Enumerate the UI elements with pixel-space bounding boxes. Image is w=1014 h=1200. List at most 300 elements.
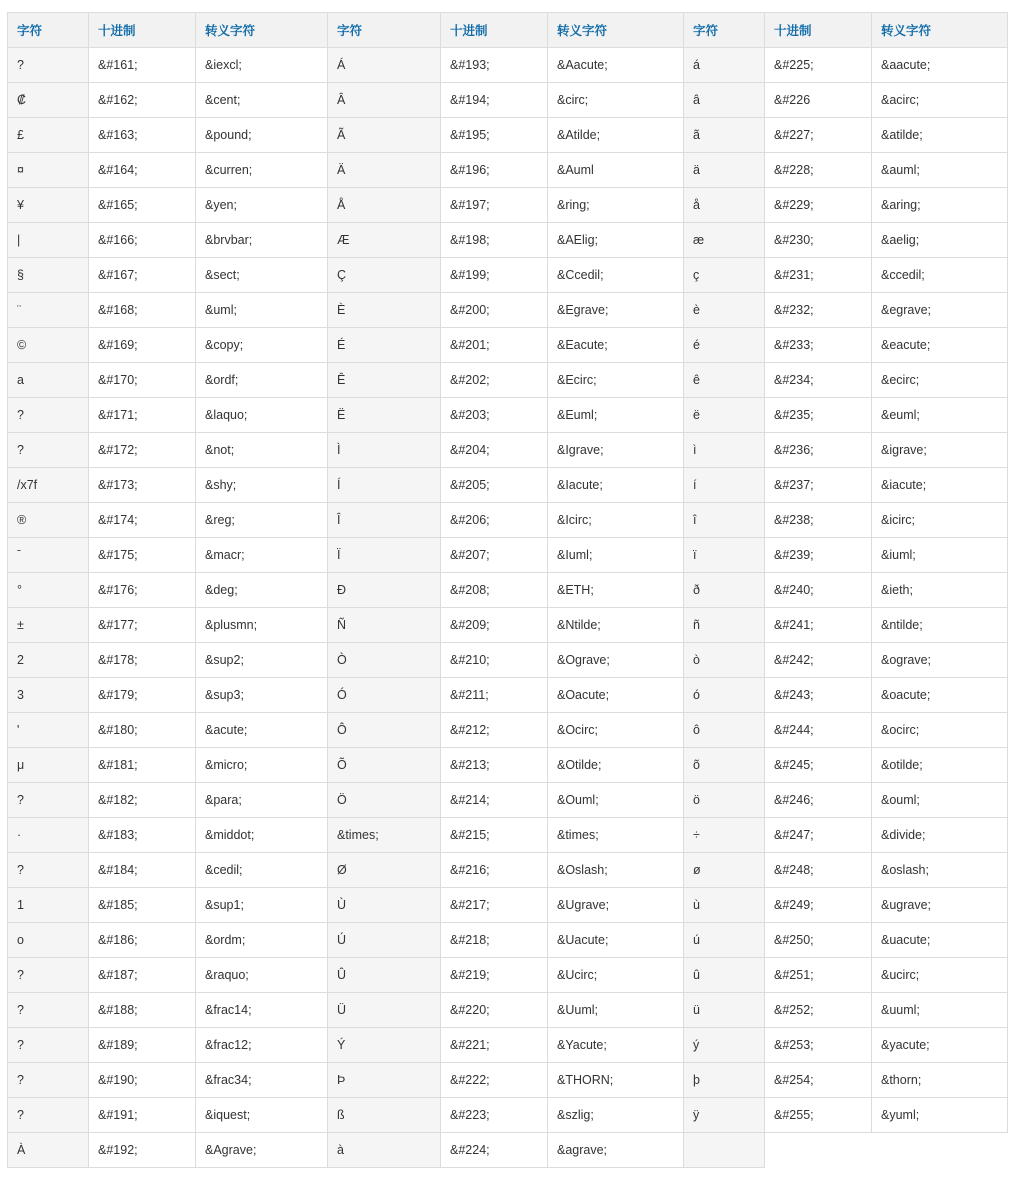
cell-entity: &Ograve; [548, 643, 684, 678]
cell-decimal: &#165; [89, 188, 196, 223]
cell-entity: &copy; [196, 328, 328, 363]
cell-decimal: &#190; [89, 1063, 196, 1098]
cell-entity [872, 1133, 1008, 1168]
cell-entity: &Euml; [548, 398, 684, 433]
cell-character: á [684, 48, 765, 83]
cell-character: Á [328, 48, 441, 83]
cell-decimal: &#224; [441, 1133, 548, 1168]
cell-decimal: &#241; [765, 608, 872, 643]
cell-entity: &Igrave; [548, 433, 684, 468]
cell-character: Û [328, 958, 441, 993]
cell-decimal: &#207; [441, 538, 548, 573]
cell-entity: &ccedil; [872, 258, 1008, 293]
cell-character: · [8, 818, 89, 853]
cell-decimal: &#161; [89, 48, 196, 83]
table-row [8, 853, 1008, 888]
cell-decimal: &#171; [89, 398, 196, 433]
cell-entity: &para; [196, 783, 328, 818]
cell-entity: &aelig; [872, 223, 1008, 258]
cell-entity: &iuml; [872, 538, 1008, 573]
table-row [8, 573, 1008, 608]
cell-decimal: &#196; [441, 153, 548, 188]
cell-decimal: &#242; [765, 643, 872, 678]
cell-character: Ë [328, 398, 441, 433]
cell-entity: &Uuml; [548, 993, 684, 1028]
cell-decimal: &#178; [89, 643, 196, 678]
table-row [8, 328, 1008, 363]
cell-decimal: &#223; [441, 1098, 548, 1133]
cell-character: ? [8, 993, 89, 1028]
cell-decimal: &#192; [89, 1133, 196, 1168]
cell-character: Ô [328, 713, 441, 748]
cell-decimal: &#231; [765, 258, 872, 293]
cell-character: Ó [328, 678, 441, 713]
cell-decimal: &#164; [89, 153, 196, 188]
cell-entity: &acute; [196, 713, 328, 748]
cell-character: ? [8, 958, 89, 993]
cell-character: ₡ [8, 83, 89, 118]
cell-decimal: &#233; [765, 328, 872, 363]
cell-entity: &curren; [196, 153, 328, 188]
cell-decimal: &#211; [441, 678, 548, 713]
cell-entity: &Oslash; [548, 853, 684, 888]
cell-character: a [8, 363, 89, 398]
cell-decimal: &#167; [89, 258, 196, 293]
cell-character: ñ [684, 608, 765, 643]
table-row [8, 818, 1008, 853]
cell-character: ¥ [8, 188, 89, 223]
cell-character: Ö [328, 783, 441, 818]
cell-entity: &Otilde; [548, 748, 684, 783]
cell-decimal: &#217; [441, 888, 548, 923]
cell-character: 1 [8, 888, 89, 923]
cell-character: ? [8, 853, 89, 888]
cell-decimal: &#243; [765, 678, 872, 713]
cell-character: μ [8, 748, 89, 783]
cell-decimal: &#195; [441, 118, 548, 153]
cell-decimal: &#227; [765, 118, 872, 153]
cell-decimal: &#205; [441, 468, 548, 503]
cell-character: è [684, 293, 765, 328]
table-row [8, 713, 1008, 748]
entity-table-container [7, 12, 1007, 1168]
cell-decimal: &#212; [441, 713, 548, 748]
cell-entity: &Iacute; [548, 468, 684, 503]
cell-decimal: &#235; [765, 398, 872, 433]
cell-entity: &auml; [872, 153, 1008, 188]
cell-character: ± [8, 608, 89, 643]
table-header-row [8, 13, 1008, 48]
cell-entity: &oslash; [872, 853, 1008, 888]
cell-decimal: &#197; [441, 188, 548, 223]
table-row [8, 923, 1008, 958]
cell-character: ¤ [8, 153, 89, 188]
cell-character: Ý [328, 1028, 441, 1063]
table-row [8, 538, 1008, 573]
table-row [8, 48, 1008, 83]
cell-decimal: &#225; [765, 48, 872, 83]
cell-character: Ã [328, 118, 441, 153]
cell-entity: &iacute; [872, 468, 1008, 503]
cell-entity: &sup2; [196, 643, 328, 678]
cell-decimal: &#252; [765, 993, 872, 1028]
table-row [8, 188, 1008, 223]
cell-entity: &ieth; [872, 573, 1008, 608]
cell-decimal: &#194; [441, 83, 548, 118]
cell-entity: &oacute; [872, 678, 1008, 713]
cell-entity: &uacute; [872, 923, 1008, 958]
cell-entity: &Ouml; [548, 783, 684, 818]
table-row [8, 888, 1008, 923]
cell-entity: &sup1; [196, 888, 328, 923]
cell-entity: &shy; [196, 468, 328, 503]
cell-character: o [8, 923, 89, 958]
cell-decimal [765, 1133, 872, 1168]
cell-decimal: &#188; [89, 993, 196, 1028]
cell-entity: &Ocirc; [548, 713, 684, 748]
cell-decimal: &#172; [89, 433, 196, 468]
cell-decimal: &#218; [441, 923, 548, 958]
cell-decimal: &#186; [89, 923, 196, 958]
cell-decimal: &#237; [765, 468, 872, 503]
cell-decimal: &#177; [89, 608, 196, 643]
cell-decimal: &#187; [89, 958, 196, 993]
column-header-character-2: 字符 [328, 13, 441, 48]
cell-decimal: &#232; [765, 293, 872, 328]
cell-decimal: &#236; [765, 433, 872, 468]
cell-character: ° [8, 573, 89, 608]
cell-decimal: &#182; [89, 783, 196, 818]
cell-character: Ì [328, 433, 441, 468]
table-row [8, 783, 1008, 818]
cell-entity: &Oacute; [548, 678, 684, 713]
column-header-character-3: 字符 [684, 13, 765, 48]
cell-decimal: &#230; [765, 223, 872, 258]
cell-decimal: &#213; [441, 748, 548, 783]
cell-character: ? [8, 1063, 89, 1098]
cell-entity: &frac34; [196, 1063, 328, 1098]
cell-entity: &frac12; [196, 1028, 328, 1063]
cell-entity: &iquest; [196, 1098, 328, 1133]
cell-decimal: &#176; [89, 573, 196, 608]
cell-decimal: &#238; [765, 503, 872, 538]
cell-decimal: &#226 [765, 83, 872, 118]
cell-character: ï [684, 538, 765, 573]
cell-character: Ø [328, 853, 441, 888]
cell-decimal: &#210; [441, 643, 548, 678]
cell-character: ä [684, 153, 765, 188]
cell-decimal: &#199; [441, 258, 548, 293]
cell-character: Ú [328, 923, 441, 958]
table-row [8, 608, 1008, 643]
cell-character: © [8, 328, 89, 363]
table-row [8, 118, 1008, 153]
cell-character: È [328, 293, 441, 328]
cell-character: ú [684, 923, 765, 958]
cell-entity: &pound; [196, 118, 328, 153]
cell-decimal: &#163; [89, 118, 196, 153]
table-row [8, 363, 1008, 398]
cell-entity: &Ecirc; [548, 363, 684, 398]
cell-decimal: &#244; [765, 713, 872, 748]
cell-character: Æ [328, 223, 441, 258]
cell-entity: &uml; [196, 293, 328, 328]
cell-decimal: &#184; [89, 853, 196, 888]
cell-entity: &divide; [872, 818, 1008, 853]
cell-entity: &THORN; [548, 1063, 684, 1098]
table-row [8, 748, 1008, 783]
cell-character: É [328, 328, 441, 363]
column-header-character-1: 字符 [8, 13, 89, 48]
cell-entity: &cedil; [196, 853, 328, 888]
cell-decimal: &#247; [765, 818, 872, 853]
cell-entity: &ograve; [872, 643, 1008, 678]
cell-decimal: &#179; [89, 678, 196, 713]
cell-character: À [8, 1133, 89, 1168]
table-row [8, 153, 1008, 188]
cell-decimal: &#228; [765, 153, 872, 188]
table-row [8, 293, 1008, 328]
cell-character: õ [684, 748, 765, 783]
cell-character: ø [684, 853, 765, 888]
cell-decimal: &#191; [89, 1098, 196, 1133]
cell-character: ý [684, 1028, 765, 1063]
cell-entity: &deg; [196, 573, 328, 608]
cell-entity: &Eacute; [548, 328, 684, 363]
cell-entity: &plusmn; [196, 608, 328, 643]
cell-character: 3 [8, 678, 89, 713]
cell-character: ? [8, 1028, 89, 1063]
cell-decimal: &#251; [765, 958, 872, 993]
cell-entity: &yuml; [872, 1098, 1008, 1133]
cell-character: ö [684, 783, 765, 818]
cell-character: Ñ [328, 608, 441, 643]
cell-decimal: &#245; [765, 748, 872, 783]
cell-decimal: &#203; [441, 398, 548, 433]
cell-decimal: &#193; [441, 48, 548, 83]
column-header-decimal-2: 十进制 [441, 13, 548, 48]
cell-decimal: &#248; [765, 853, 872, 888]
cell-decimal: &#250; [765, 923, 872, 958]
cell-entity: &acirc; [872, 83, 1008, 118]
cell-entity: &not; [196, 433, 328, 468]
cell-entity: &ocirc; [872, 713, 1008, 748]
cell-entity: &raquo; [196, 958, 328, 993]
cell-entity: &yacute; [872, 1028, 1008, 1063]
cell-decimal: &#208; [441, 573, 548, 608]
cell-decimal: &#204; [441, 433, 548, 468]
cell-character: û [684, 958, 765, 993]
cell-entity: &ouml; [872, 783, 1008, 818]
table-row [8, 958, 1008, 993]
cell-decimal: &#253; [765, 1028, 872, 1063]
cell-entity: &ugrave; [872, 888, 1008, 923]
cell-decimal: &#202; [441, 363, 548, 398]
table-row [8, 678, 1008, 713]
cell-character: ê [684, 363, 765, 398]
table-row [8, 223, 1008, 258]
cell-entity: &cent; [196, 83, 328, 118]
table-row [8, 398, 1008, 433]
cell-character: ì [684, 433, 765, 468]
cell-entity: &ETH; [548, 573, 684, 608]
cell-character: Ò [328, 643, 441, 678]
cell-decimal: &#198; [441, 223, 548, 258]
cell-entity: &ordm; [196, 923, 328, 958]
cell-decimal: &#183; [89, 818, 196, 853]
cell-entity: &Ucirc; [548, 958, 684, 993]
cell-character: Õ [328, 748, 441, 783]
cell-character: | [8, 223, 89, 258]
cell-character [684, 1133, 765, 1168]
cell-entity: &otilde; [872, 748, 1008, 783]
cell-decimal: &#219; [441, 958, 548, 993]
cell-character: &times; [328, 818, 441, 853]
cell-entity: &Yacute; [548, 1028, 684, 1063]
cell-decimal: &#174; [89, 503, 196, 538]
cell-entity: &thorn; [872, 1063, 1008, 1098]
cell-entity: &AElig; [548, 223, 684, 258]
cell-character: þ [684, 1063, 765, 1098]
cell-entity: &iexcl; [196, 48, 328, 83]
cell-decimal: &#209; [441, 608, 548, 643]
cell-character: é [684, 328, 765, 363]
cell-character: Î [328, 503, 441, 538]
cell-entity: &uuml; [872, 993, 1008, 1028]
cell-character: î [684, 503, 765, 538]
cell-character: ô [684, 713, 765, 748]
cell-entity: &ordf; [196, 363, 328, 398]
table-row [8, 1133, 1008, 1168]
cell-entity: &igrave; [872, 433, 1008, 468]
cell-decimal: &#181; [89, 748, 196, 783]
cell-decimal: &#249; [765, 888, 872, 923]
cell-character: ÿ [684, 1098, 765, 1133]
cell-character: ? [8, 433, 89, 468]
column-header-decimal-1: 十进制 [89, 13, 196, 48]
cell-decimal: &#255; [765, 1098, 872, 1133]
cell-character: ? [8, 1098, 89, 1133]
cell-character: ¨ [8, 293, 89, 328]
cell-character: ë [684, 398, 765, 433]
cell-decimal: &#240; [765, 573, 872, 608]
cell-character: Ü [328, 993, 441, 1028]
cell-entity: &aacute; [872, 48, 1008, 83]
cell-character: Â [328, 83, 441, 118]
cell-entity: &sect; [196, 258, 328, 293]
column-header-entity-1: 转义字符 [196, 13, 328, 48]
table-row [8, 258, 1008, 293]
cell-entity: &Icirc; [548, 503, 684, 538]
cell-character: ó [684, 678, 765, 713]
cell-entity: &times; [548, 818, 684, 853]
cell-decimal: &#221; [441, 1028, 548, 1063]
cell-entity: &agrave; [548, 1133, 684, 1168]
column-header-entity-2: 转义字符 [548, 13, 684, 48]
table-row [8, 1063, 1008, 1098]
cell-decimal: &#200; [441, 293, 548, 328]
cell-entity: &Ntilde; [548, 608, 684, 643]
cell-entity: &aring; [872, 188, 1008, 223]
cell-entity: &eacute; [872, 328, 1008, 363]
cell-character: ? [8, 783, 89, 818]
cell-entity: &atilde; [872, 118, 1008, 153]
cell-entity: &brvbar; [196, 223, 328, 258]
cell-decimal: &#175; [89, 538, 196, 573]
cell-decimal: &#239; [765, 538, 872, 573]
cell-entity: &Agrave; [196, 1133, 328, 1168]
table-row [8, 643, 1008, 678]
cell-character: í [684, 468, 765, 503]
cell-decimal: &#162; [89, 83, 196, 118]
cell-decimal: &#214; [441, 783, 548, 818]
cell-character: å [684, 188, 765, 223]
cell-decimal: &#173; [89, 468, 196, 503]
cell-character: ã [684, 118, 765, 153]
cell-decimal: &#170; [89, 363, 196, 398]
cell-decimal: &#216; [441, 853, 548, 888]
cell-entity: &macr; [196, 538, 328, 573]
cell-character: Ç [328, 258, 441, 293]
cell-decimal: &#166; [89, 223, 196, 258]
table-row [8, 83, 1008, 118]
cell-decimal: &#254; [765, 1063, 872, 1098]
cell-character: ? [8, 48, 89, 83]
cell-character: ® [8, 503, 89, 538]
cell-character: /x7f [8, 468, 89, 503]
cell-entity: &reg; [196, 503, 328, 538]
cell-entity: &circ; [548, 83, 684, 118]
cell-decimal: &#185; [89, 888, 196, 923]
cell-entity: &laquo; [196, 398, 328, 433]
cell-entity: &middot; [196, 818, 328, 853]
table-row [8, 503, 1008, 538]
cell-entity: &Atilde; [548, 118, 684, 153]
table-row [8, 993, 1008, 1028]
cell-decimal: &#220; [441, 993, 548, 1028]
cell-character: à [328, 1133, 441, 1168]
cell-decimal: &#206; [441, 503, 548, 538]
column-header-entity-3: 转义字符 [872, 13, 1008, 48]
cell-character: Ä [328, 153, 441, 188]
cell-character: 2 [8, 643, 89, 678]
cell-entity: &szlig; [548, 1098, 684, 1133]
cell-entity: &ecirc; [872, 363, 1008, 398]
cell-entity: &egrave; [872, 293, 1008, 328]
cell-character: Å [328, 188, 441, 223]
cell-character: Ê [328, 363, 441, 398]
cell-character: ˉ [8, 538, 89, 573]
table-row [8, 1028, 1008, 1063]
cell-decimal: &#246; [765, 783, 872, 818]
cell-entity: &Iuml; [548, 538, 684, 573]
cell-decimal: &#215; [441, 818, 548, 853]
cell-character: Þ [328, 1063, 441, 1098]
cell-entity: &ntilde; [872, 608, 1008, 643]
cell-entity: &Ugrave; [548, 888, 684, 923]
cell-decimal: &#222; [441, 1063, 548, 1098]
cell-decimal: &#180; [89, 713, 196, 748]
html-entity-table [7, 12, 1008, 1168]
cell-entity: &Aacute; [548, 48, 684, 83]
cell-character: ü [684, 993, 765, 1028]
cell-entity: &Ccedil; [548, 258, 684, 293]
cell-entity: &sup3; [196, 678, 328, 713]
cell-character: Í [328, 468, 441, 503]
cell-entity: &Auml [548, 153, 684, 188]
cell-entity: &icirc; [872, 503, 1008, 538]
cell-character: ÷ [684, 818, 765, 853]
